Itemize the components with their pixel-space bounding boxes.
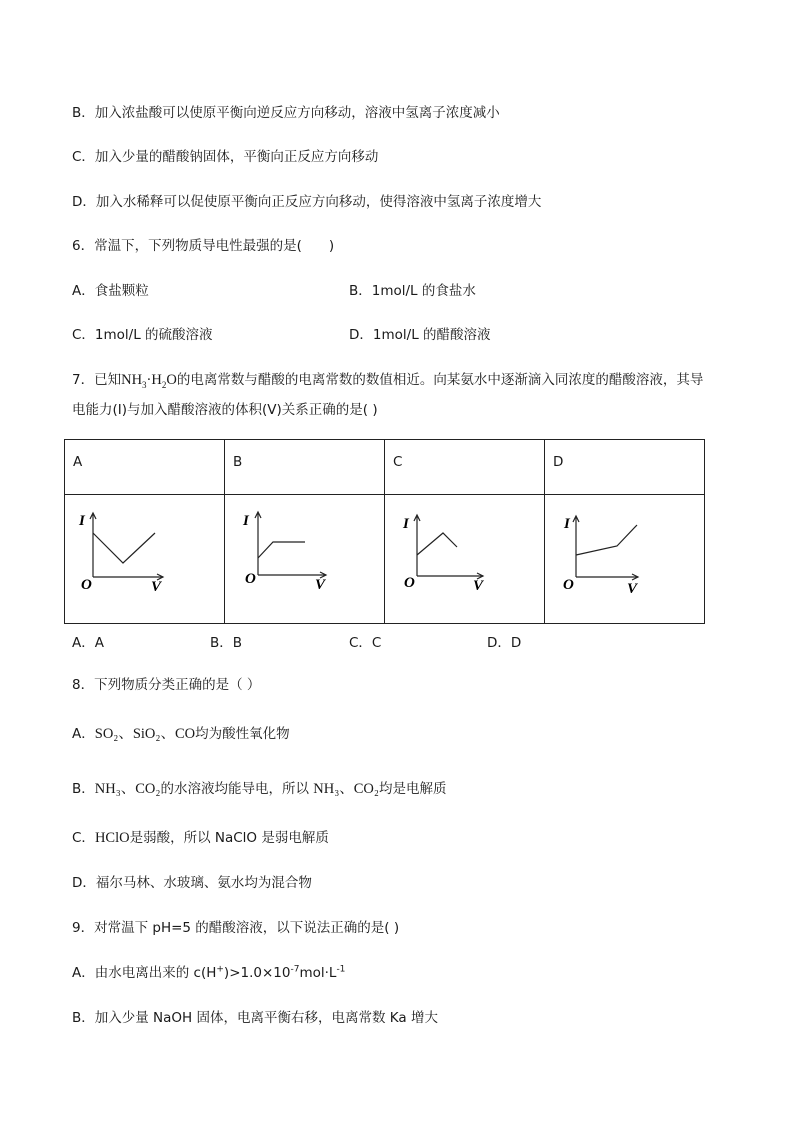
svg-text:I: I [563, 516, 570, 532]
svg-text:O: O [244, 571, 256, 587]
q8-option-a: A．SO₂、SiO₂、CO均为酸性氧化物 [72, 726, 290, 742]
header-b: B [224, 440, 384, 495]
svg-text:O: O [81, 577, 92, 593]
svg-text:V: V [314, 577, 325, 593]
q6-option-c: C．1mol/L 的硫酸溶液 [72, 327, 213, 343]
q7-option-b: B．B [210, 635, 243, 651]
q9-option-b: B．加入少量 NaOH 固体，电离平衡右移，电离常数 Ka 增大 [72, 1010, 438, 1026]
q5-option-d: D．加入水稀释可以促使原平衡向正反应方向移动，使得溶液中氢离子浓度增大 [72, 194, 542, 210]
q6-option-a: A．食盐颗粒 [72, 283, 149, 299]
q8-option-d: D．福尔马林、水玻璃、氨水均为混合物 [72, 875, 312, 891]
q7-option-d: D．D [487, 635, 522, 651]
graph-d [544, 495, 704, 624]
q8-stem: 8．下列物质分类正确的是（ ） [72, 677, 261, 693]
q5-option-b: B．加入浓盐酸可以使原平衡向逆反应方向移动，溶液中氢离子浓度减小 [72, 105, 500, 121]
nh3h2o-formula: $NH_3\cdot H_2O$ [121, 372, 177, 390]
graph-a [65, 495, 225, 624]
header-a: A [65, 440, 225, 495]
header-d: D [544, 440, 704, 495]
q8-option-b: B．NH₃、CO₂的水溶液均能导电，所以 NH₃、CO₂均是电解质 [72, 781, 447, 797]
q6-option-d: D．1mol/L 的醋酸溶液 [349, 327, 491, 343]
svg-text:O: O [403, 575, 415, 591]
svg-text:I: I [242, 513, 249, 529]
header-c: C [384, 440, 544, 495]
q9-stem: 9．对常温下 pH=5 的醋酸溶液，以下说法正确的是( ) [72, 920, 400, 936]
svg-text:V: V [626, 581, 637, 597]
q7-option-a: A．A [72, 635, 104, 651]
graph-b [224, 495, 384, 624]
q6-option-b: B．1mol/L 的食盐水 [349, 283, 476, 299]
q7-stem-line1: 7．已知$NH_3\cdot H_2O$的电离常数与醋酸的电离常数的数值相近。向某氨水中逐渐滴入同浓度的醋酸溶液，其导 [72, 372, 704, 390]
q5-option-c: C．加入少量的醋酸钠固体，平衡向正反应方向移动 [72, 149, 379, 165]
svg-text:I: I [79, 513, 85, 529]
svg-text:V: V [151, 579, 162, 595]
q7-stem-line2: 电能力(I)与加入醋酸溶液的体积(V)关系正确的是( ) [72, 402, 378, 418]
graph-c [384, 495, 544, 624]
svg-text:I: I [402, 516, 409, 532]
svg-text:V: V [472, 578, 483, 594]
q7-graph-table [64, 439, 705, 624]
q8-option-c: C．HClO是弱酸，所以 NaClO 是弱电解质 [72, 830, 329, 846]
q9-option-a: A．由水电离出来的 $c(H^+)>1.0\times 10^{-7}mol\cdot L^{-1}$ [72, 964, 346, 981]
svg-text:O: O [562, 577, 574, 593]
q7-option-c: C．C [349, 635, 382, 651]
q6-stem: 6．常温下，下列物质导电性最强的是( ) [72, 238, 335, 254]
